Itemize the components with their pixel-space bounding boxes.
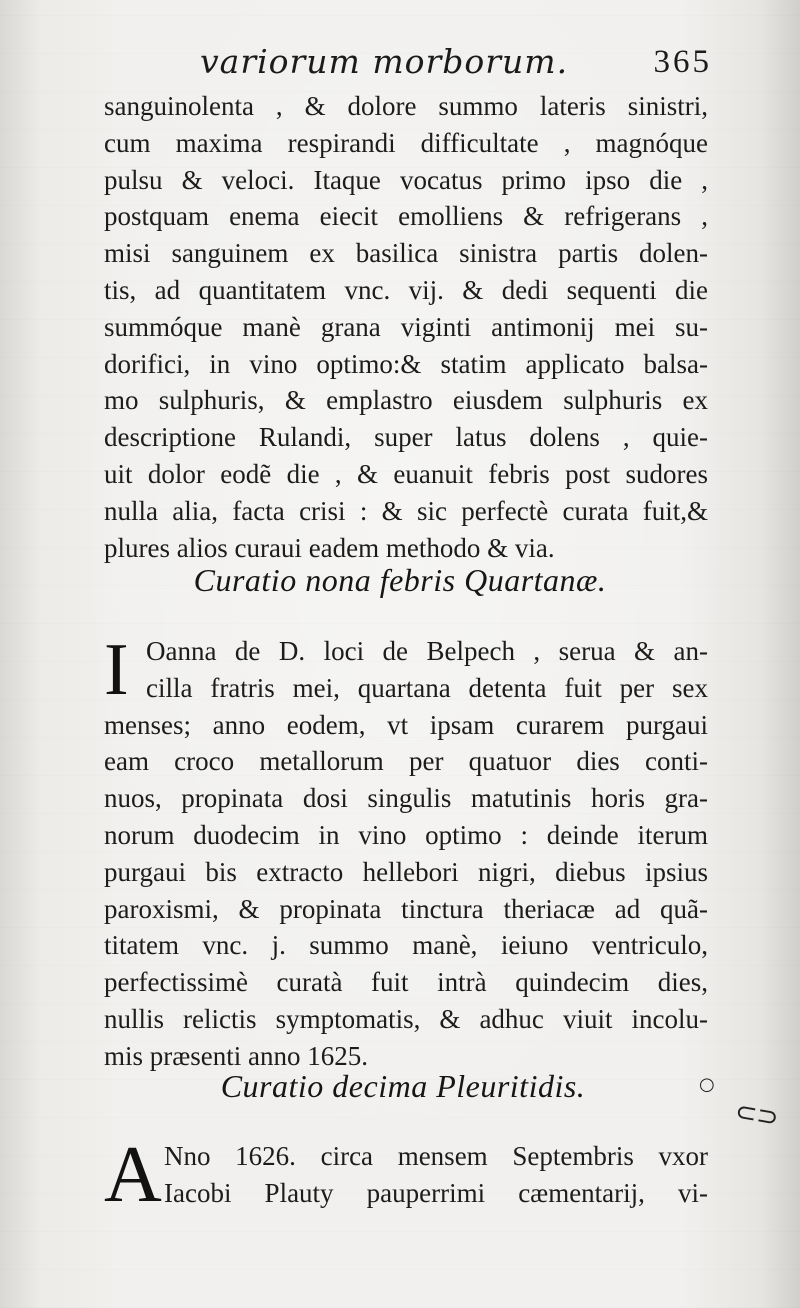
ink-blot-icon: ⊂⊃ — [732, 1096, 781, 1134]
text-line: norum duodecim in vino optimo : deinde iterum — [104, 819, 708, 850]
text-line: misi sanguinem ex basilica sinistra partis dolen- — [104, 238, 708, 269]
text-line: summóque manè grana viginti antimonij mei su- — [104, 311, 708, 342]
text-line: nulla alia, facta crisi : & sic perfectè curata fuit,& — [104, 495, 708, 526]
text-line: paroxismi, & propinata tinctura theriacæ ad quã- — [104, 893, 708, 924]
text-line: purgaui bis extracto hellebori nigri, diebus ipsius — [104, 856, 708, 887]
ring-mark-icon: ○ — [699, 1074, 715, 1095]
text-line: postquam enema eiecit emolliens & refrigerans , — [104, 201, 708, 232]
text-line: Nno 1626. circa mensem Septembris vxor — [164, 1141, 708, 1171]
text-line: sanguinolenta , & dolore summo lateris sinistri, — [104, 91, 708, 121]
text-line: perfectissimè curatà fuit intrà quindecim dies, — [104, 967, 708, 998]
text-line: descriptione Rulandi, super latus dolens , quie- — [104, 422, 708, 453]
text-line: dorifici, in vino optimo:& statim applicato balsa- — [104, 348, 708, 379]
paragraph-quartan — [104, 629, 708, 1075]
text-line: uit dolor eodẽ die , & euanuit febris post sudores — [104, 458, 708, 489]
paragraph-continued — [104, 88, 708, 566]
page-header — [108, 42, 714, 88]
text-line: cum maxima respirandi difficultate , magnóque — [104, 127, 708, 158]
text-line: mo sulphuris, & emplastro eiusdem sulphuris ex — [104, 385, 708, 416]
running-title: variorum morborum. — [200, 42, 569, 81]
text-line: tis, ad quantitatem vnc. vij. & dedi sequenti die — [104, 274, 708, 305]
text-line: Oanna de D. loci de Belpech , serua & an- — [146, 636, 708, 666]
text-line: pulsu & veloci. Itaque vocatus primo ipso die , — [104, 164, 708, 195]
drop-cap-letter: I — [104, 629, 129, 711]
text-line: menses; anno eodem, vt ipsam curarem purgaui — [104, 709, 708, 740]
text-line: cilla fratris mei, quartana detenta fuit per sex — [146, 672, 708, 703]
text-line: mis præsenti anno 1625. — [104, 1040, 368, 1071]
text-line: plures alios curaui eadem methodo & via. — [104, 532, 555, 563]
drop-cap-letter: A — [104, 1131, 162, 1219]
text-line: titatem vnc. j. summo manè, ieiuno ventriculo, — [104, 930, 708, 961]
text-line: Iacobi Plauty pauperrimi cæmentarij, vi- — [164, 1177, 708, 1208]
page-number: 365 — [653, 44, 712, 80]
text-line: nullis relictis symptomatis, & adhuc viuit incolu- — [104, 1003, 708, 1034]
section-heading-quartan: Curatio nona febris Quartanæ. — [193, 562, 607, 598]
paragraph-pleurisy — [104, 1131, 708, 1219]
section-heading-pleurisy: Curatio decima Pleuritidis. — [220, 1068, 586, 1104]
text-line: nuos, propinata dosi singulis matutinis horis gra- — [104, 783, 708, 814]
text-line: eam croco metallorum per quatuor dies conti- — [104, 746, 708, 777]
